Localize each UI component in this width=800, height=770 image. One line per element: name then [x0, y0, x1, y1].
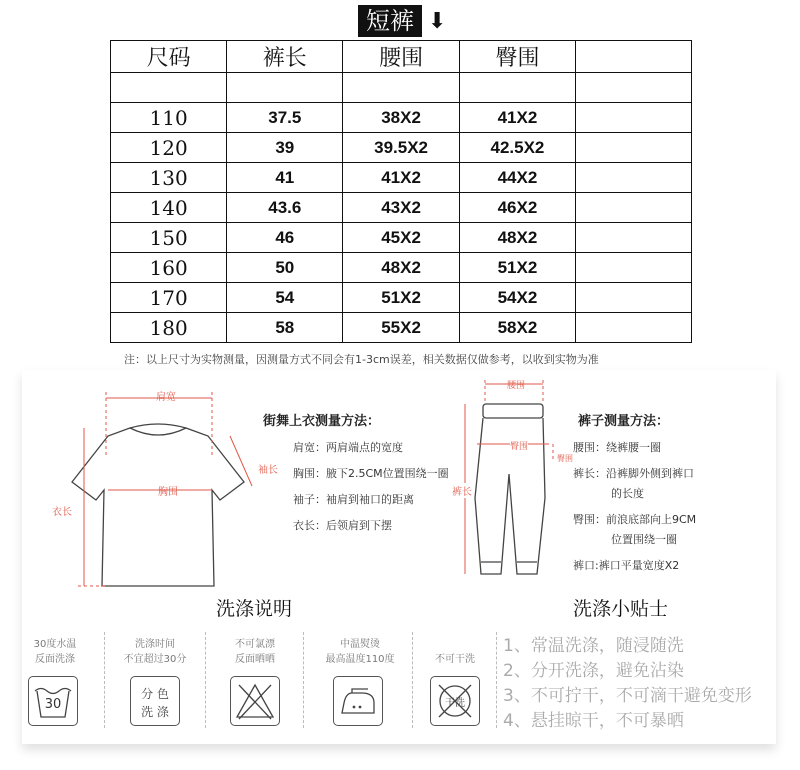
measure-cell: 51X2	[343, 283, 459, 313]
measure-cell: 44X2	[459, 163, 575, 193]
measure-cell: 46	[227, 223, 343, 253]
dim-shoulder-label: 肩宽	[156, 392, 176, 403]
measure-cell: 48X2	[343, 253, 459, 283]
measure-cell: 39	[227, 133, 343, 163]
no-bleach-icon	[230, 676, 280, 726]
tshirt-outline	[72, 424, 244, 586]
size-cell: 130	[111, 163, 227, 193]
title-header	[358, 6, 446, 36]
pants-method-row: 的长度	[611, 487, 644, 500]
shirt-method-row: 胸围：腋下2.5CM位置围绕一圈	[293, 467, 449, 480]
table-row	[111, 193, 692, 223]
measure-cell: 51X2	[459, 253, 575, 283]
measure-cell: 55X2	[343, 313, 459, 343]
table-row	[111, 253, 692, 283]
size-cell: 120	[111, 133, 227, 163]
header-empty	[576, 41, 692, 73]
measure-cell: 42.5X2	[459, 133, 575, 163]
down-arrow-icon: ⬇	[428, 8, 447, 34]
measure-cell: 54	[227, 283, 343, 313]
measure-cell	[576, 283, 692, 313]
separate-wash-text: 洗 涤	[141, 705, 169, 719]
wash-tips-title: 洗涤小贴士	[573, 598, 669, 620]
measure-cell: 41	[227, 163, 343, 193]
table-row	[111, 103, 692, 133]
blank-cell	[111, 73, 227, 103]
care-label-line: 中温熨烫	[340, 639, 380, 650]
size-cell: 170	[111, 283, 227, 313]
size-table	[110, 40, 692, 343]
care-label-3	[220, 637, 290, 667]
measure-cell: 48X2	[459, 223, 575, 253]
measure-cell	[576, 313, 692, 343]
dim-sleeve-label: 袖长	[258, 461, 278, 476]
shirt-method-row: 肩宽：两肩端点的宽度	[293, 441, 403, 454]
care-divider	[104, 632, 105, 728]
wash-temperature: 30	[44, 697, 62, 712]
measure-cell: 54X2	[459, 283, 575, 313]
pants-method-row: 腰围：绕裤腰一圈	[573, 441, 661, 454]
measure-cell: 38X2	[343, 103, 459, 133]
measure-cell: 41X2	[343, 163, 459, 193]
header-waist: 腰围	[343, 41, 459, 73]
dry-clean-text: 干洗	[445, 698, 465, 709]
dim-waist-label: 腰围	[507, 381, 526, 391]
measure-cell: 41X2	[459, 103, 575, 133]
pants-method-row: 臀围：前浪底部向上9CM	[573, 513, 697, 526]
care-divider	[205, 632, 206, 728]
table-row	[111, 283, 692, 313]
size-cell: 140	[111, 193, 227, 223]
measure-cell	[576, 163, 692, 193]
dim-hip-label: 臀围	[510, 439, 528, 452]
header-size: 尺码	[111, 41, 227, 73]
measurement-note: 注：以上尺寸为实物测量，因测量方式不同会有1-3cm误差，相关数据仅做参考，以收到实物为准	[124, 353, 599, 366]
table-row	[111, 223, 692, 253]
header-length: 裤长	[227, 41, 343, 73]
pants-method-title: 裤子测量方法：	[578, 414, 670, 429]
table-blank-row	[111, 73, 692, 103]
measure-cell: 43.6	[227, 193, 343, 223]
measure-cell: 37.5	[227, 103, 343, 133]
blank-cell	[459, 73, 575, 103]
measure-cell	[576, 133, 692, 163]
wash-tip: 2、分开洗涤，避免沾染	[503, 661, 684, 681]
wash-tip: 4、悬挂晾干，不可暴晒	[503, 711, 684, 731]
care-label-1	[20, 637, 90, 667]
measure-cell	[576, 193, 692, 223]
shirt-method-row: 袖子：袖肩到袖口的距离	[293, 493, 414, 506]
care-divider	[412, 632, 413, 728]
care-label-2	[110, 637, 200, 667]
wash-tub-icon	[28, 676, 78, 726]
care-divider	[303, 632, 304, 728]
measure-cell: 39.5X2	[343, 133, 459, 163]
measure-cell	[576, 223, 692, 253]
wash-tip: 1、常温洗涤，随浸随洗	[503, 636, 684, 656]
measure-cell: 58	[227, 313, 343, 343]
care-label-line: 最高温度110度	[325, 654, 395, 665]
dim-hip2-label: 臀围	[557, 454, 573, 463]
pants-method-row: 裤长：沿裤脚外侧到裤口	[573, 467, 694, 480]
separate-wash-text: 分 色	[141, 687, 169, 701]
table-body	[111, 103, 692, 343]
shirt-method-row: 衣长：后领肩到下摆	[293, 519, 392, 532]
dim-chest-label: 胸围	[158, 487, 178, 498]
measure-cell: 50	[227, 253, 343, 283]
iron-icon	[333, 676, 383, 726]
care-label-4	[310, 637, 410, 667]
separate-wash-icon	[130, 676, 180, 726]
measure-cell: 43X2	[343, 193, 459, 223]
table-row	[111, 133, 692, 163]
size-cell: 180	[111, 313, 227, 343]
pants-method-row: 裤口:裤口平量宽度X2	[573, 559, 680, 572]
blank-cell	[343, 73, 459, 103]
size-cell: 160	[111, 253, 227, 283]
measure-cell: 45X2	[343, 223, 459, 253]
pants-diagram	[455, 378, 570, 590]
care-divider	[496, 632, 497, 728]
shirt-method-title: 街舞上衣测量方法：	[263, 414, 381, 429]
care-label-line: 反面晒晒	[235, 654, 275, 665]
care-label-line: 反面洗涤	[35, 654, 75, 665]
page-title: 短裤	[358, 5, 422, 37]
table-header-row	[111, 41, 692, 73]
pants-outline	[475, 404, 545, 574]
care-label-line: 30度水温	[33, 639, 77, 650]
blank-cell	[576, 73, 692, 103]
size-cell: 110	[111, 103, 227, 133]
table-row	[111, 163, 692, 193]
header-hip: 臀围	[459, 41, 575, 73]
measure-cell	[576, 103, 692, 133]
wash-tip: 3、不可拧干，不可滴干避免变形	[503, 686, 752, 706]
size-cell: 150	[111, 223, 227, 253]
dim-length-label: 衣长	[52, 503, 72, 518]
care-label-line: 不可干洗	[435, 654, 475, 665]
pants-method-row: 位置围绕一圈	[611, 533, 677, 546]
measure-cell: 46X2	[459, 193, 575, 223]
dim-pants-length-label: 裤长	[452, 483, 472, 498]
measure-cell: 58X2	[459, 313, 575, 343]
blank-cell	[227, 73, 343, 103]
measure-cell	[576, 253, 692, 283]
care-label-line: 不宜超过30分	[123, 654, 187, 665]
care-label-line: 不可氯漂	[235, 639, 275, 650]
table-row	[111, 313, 692, 343]
care-label-line: 洗涤时间	[135, 639, 175, 650]
wash-instructions-title: 洗涤说明	[216, 598, 293, 620]
no-dryclean-icon	[430, 676, 480, 726]
care-label-5	[420, 652, 490, 667]
